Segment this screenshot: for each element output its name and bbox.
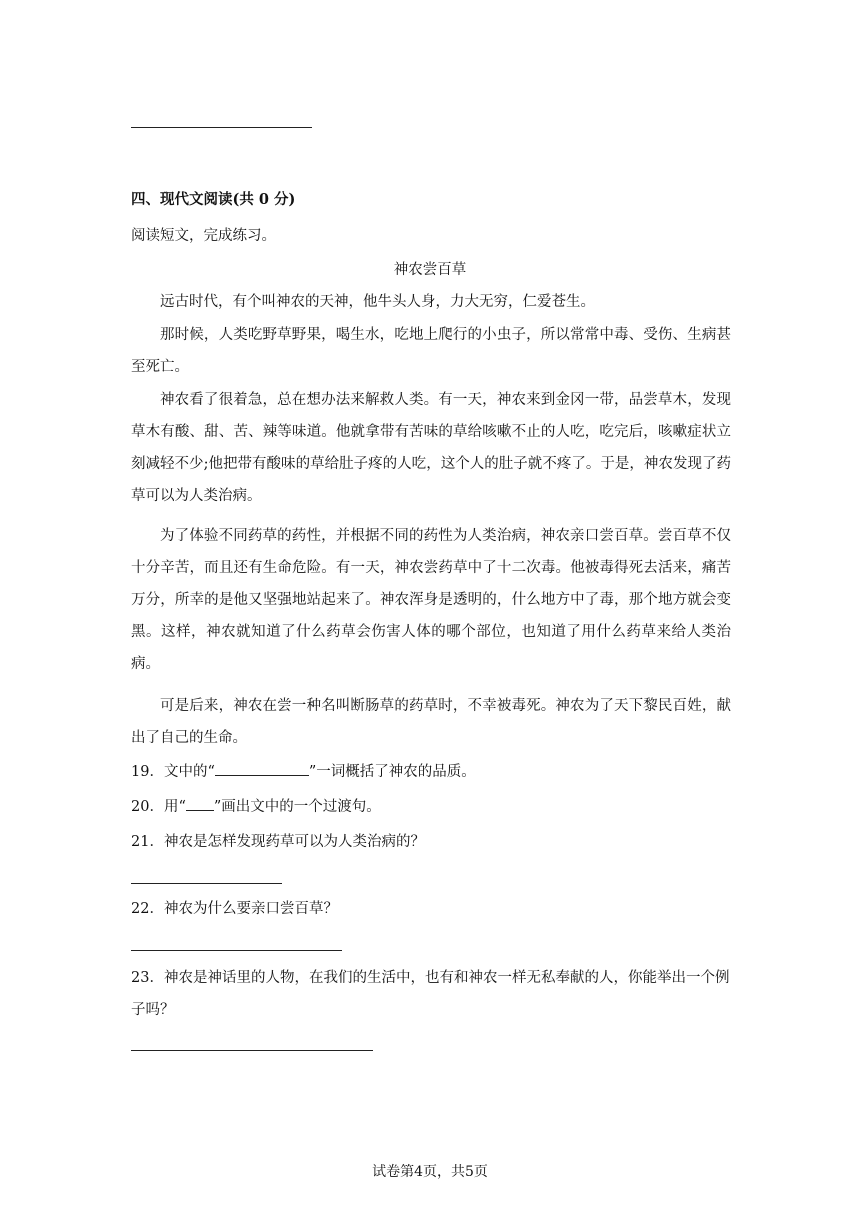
passage-paragraph-4: 为了体验不同药草的药性，并根据不同的药性为人类治病，神农亲口尝百草。尝百草不仅十分辛苦，而且还有生命危险。有一天，神农尝药草中了十二次毒。他被毒得死去活来，痛苦万分，所幸的是他又坚强地站起来了。神农浑身是透明的，什么地方中了毒，那个地方就会变黑。这样，神农就知道了什么药草会伤害人体的哪个部位，也知道了用什么药草来给人类治病。 <box>131 528 731 672</box>
question-19-prefix: 19．文中的“ <box>131 764 215 780</box>
answer-line-prev <box>131 127 312 128</box>
question-20 <box>131 791 731 823</box>
answer-line-23[interactable] <box>131 1050 373 1051</box>
question-19 <box>131 756 731 788</box>
passage-title: 神农尝百草 <box>393 262 467 278</box>
question-23: 23．神农是神话里的人物，在我们的生活中，也有和神农一样无私奉献的人，你能举出一个例子吗？ <box>131 970 730 1018</box>
answer-line-21[interactable] <box>131 883 282 884</box>
answer-line-22[interactable] <box>131 950 342 951</box>
section-heading: 四、现代文阅读(共 0 分) <box>131 191 296 208</box>
question-20-suffix: ”画出文中的一个过渡句。 <box>213 799 381 815</box>
question-21: 21．神农是怎样发现药草可以为人类治病的？ <box>131 834 425 850</box>
passage-paragraph-2: 那时候，人类吃野草野果，喝生水，吃地上爬行的小虫子，所以常常中毒、受伤、生病甚至死亡。 <box>131 327 731 375</box>
passage-paragraph-5: 可是后来，神农在尝一种名叫断肠草的药草时，不幸被毒死。神农为了天下黎民百姓，献出了自己的生命。 <box>131 698 731 746</box>
question-20-prefix: 20．用“ <box>131 799 186 815</box>
question-20-blank <box>186 796 214 811</box>
question-22: 22．神农为什么要亲口尝百草？ <box>131 901 338 917</box>
section-instruction: 阅读短文，完成练习。 <box>131 228 276 244</box>
passage-paragraph-1: 远古时代，有个叫神农的天神，他牛头人身，力大无穷，仁爱苍生。 <box>160 294 595 310</box>
question-19-suffix: ”一词概括了神农的品质。 <box>308 764 476 780</box>
page-footer: 试卷第4页，共5页 <box>372 1164 488 1180</box>
question-19-blank[interactable] <box>215 761 309 776</box>
passage-paragraph-3: 神农看了很着急，总在想办法来解救人类。有一天，神农来到金冈一带，品尝草木，发现草木有酸、甜、苦、辣等味道。他就拿带有苦味的草给咳嗽不止的人吃，吃完后，咳嗽症状立刻减轻不少;他把带有酸味的草给肚子疼的人吃，这个人的肚子就不疼了。于是，神农发现了药草可以为人类治病。 <box>131 392 731 504</box>
